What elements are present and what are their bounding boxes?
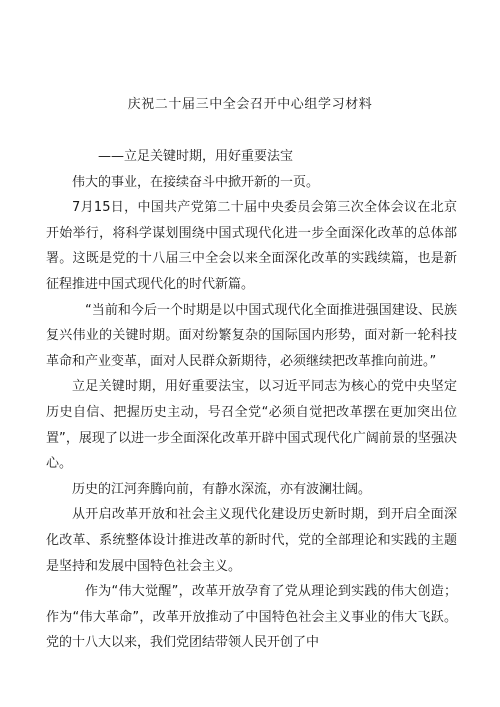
paragraph: 作为“伟大觉醒”，改革开放孕育了党从理论到实践的伟大创造；作为“伟大革命”，改革开放推动了中国特色社会主义事业的伟大飞跃。党的十八大以来，我们党团结带领人民开创了中: [46, 584, 457, 651]
paragraph: 从开启改革开放和社会主义现代化建设历史新时期，到开启全面深化改革、系统整体设计推进改革的新时代，党的全部理论和实践的主题是坚持和发展中国特色社会主义。: [46, 507, 457, 574]
paragraph: 立足关键时期，用好重要法宝，以习近平同志为核心的党中央坚定历史自信、把握历史主动，号召全党“必须自觉把改革摆在更加突出位置”，展现了以进一步全面深化改革开辟中国式现代化广阔前景的坚强决心。: [46, 379, 457, 472]
paragraph: 7月15日，中国共产党第二十届中央委员会第三次全体会议在北京开始举行，将科学谋划围绕中国式现代化进一步全面深化改革的总体部署。这既是党的十八届三中全会以来全面深化改革的实践续篇，也是新征程推进中国式现代化的时代新篇。: [46, 200, 457, 292]
document-body: [46, 144, 457, 656]
document-subtitle: ——立足关键时期，用好重要法宝: [98, 149, 294, 164]
paragraph: 历史的江河奔腾向前，有静水深流，亦有波澜壮阔。: [72, 481, 372, 497]
quote-paragraph: “当前和今后一个时期是以中国式现代化全面推进强国建设、民族复兴伟业的关键时期。面对纷繁复杂的国际国内形势，面对新一轮科技革命和产业变革，面对人民群众新期待，必须继续把改革推向前进。”: [46, 302, 457, 369]
document-title: 庆祝二十届三中全会召开中心组学习材料: [127, 97, 373, 112]
paragraph: 伟大的事业，在接续奋斗中掀开新的一页。: [72, 174, 320, 190]
